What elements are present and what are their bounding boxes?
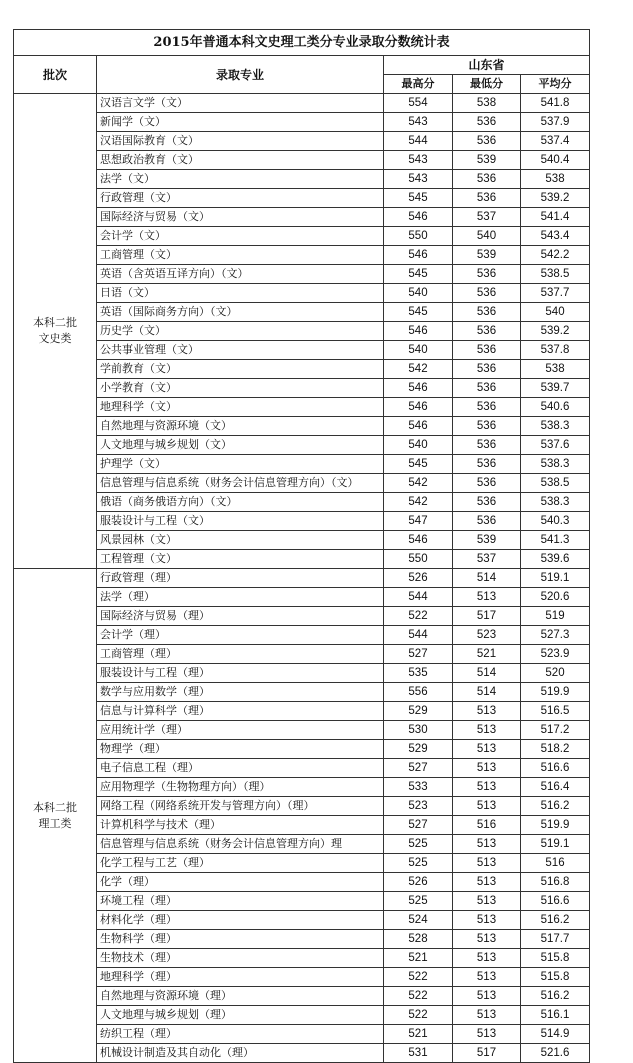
max-score-cell: 530 [384, 721, 453, 740]
min-score-cell: 536 [453, 170, 521, 189]
min-score-cell: 536 [453, 417, 521, 436]
min-score-cell: 514 [453, 683, 521, 702]
avg-score-cell: 540.3 [521, 512, 590, 531]
header-min-score: 最低分 [453, 75, 521, 94]
batch-cell [14, 569, 97, 1063]
table-row [14, 569, 590, 588]
avg-score-cell: 516.8 [521, 873, 590, 892]
avg-score-cell: 537.8 [521, 341, 590, 360]
avg-score-cell: 537.4 [521, 132, 590, 151]
max-score-cell: 522 [384, 607, 453, 626]
header-max-score: 最高分 [384, 75, 453, 94]
max-score-cell: 522 [384, 1006, 453, 1025]
max-score-cell: 525 [384, 892, 453, 911]
batch-label-line2: 理工类 [38, 816, 72, 830]
min-score-cell: 536 [453, 113, 521, 132]
min-score-cell: 536 [453, 455, 521, 474]
min-score-cell: 539 [453, 531, 521, 550]
batch-cell [14, 94, 97, 569]
max-score-cell: 544 [384, 132, 453, 151]
table-row [14, 759, 590, 778]
max-score-cell: 525 [384, 854, 453, 873]
min-score-cell: 536 [453, 303, 521, 322]
avg-score-cell: 537.6 [521, 436, 590, 455]
avg-score-cell: 538.5 [521, 265, 590, 284]
major-cell: 信息管理与信息系统（财务会计信息管理方向）理 [97, 835, 384, 854]
min-score-cell: 536 [453, 474, 521, 493]
min-score-cell: 513 [453, 911, 521, 930]
max-score-cell: 554 [384, 94, 453, 113]
avg-score-cell: 539.7 [521, 379, 590, 398]
min-score-cell: 539 [453, 246, 521, 265]
min-score-cell: 517 [453, 607, 521, 626]
min-score-cell: 513 [453, 797, 521, 816]
major-cell: 新闻学（文） [97, 113, 384, 132]
major-cell: 环境工程（理） [97, 892, 384, 911]
min-score-cell: 516 [453, 816, 521, 835]
min-score-cell: 536 [453, 398, 521, 417]
major-cell: 服装设计与工程（理） [97, 664, 384, 683]
avg-score-cell: 541.4 [521, 208, 590, 227]
table-row [14, 531, 590, 550]
min-score-cell: 536 [453, 322, 521, 341]
avg-score-cell: 538 [521, 360, 590, 379]
major-cell: 小学教育（文） [97, 379, 384, 398]
table-row [14, 379, 590, 398]
major-cell: 应用物理学（生物物理方向）（理） [97, 778, 384, 797]
avg-score-cell: 540.4 [521, 151, 590, 170]
max-score-cell: 540 [384, 436, 453, 455]
min-score-cell: 513 [453, 873, 521, 892]
avg-score-cell: 516.6 [521, 759, 590, 778]
max-score-cell: 527 [384, 759, 453, 778]
major-cell: 工商管理（文） [97, 246, 384, 265]
avg-score-cell: 516.2 [521, 911, 590, 930]
batch-label-line2: 文史类 [38, 332, 72, 345]
table-row [14, 398, 590, 417]
max-score-cell: 528 [384, 930, 453, 949]
min-score-cell: 514 [453, 569, 521, 588]
max-score-cell: 544 [384, 626, 453, 645]
score-table-sheet [13, 29, 589, 1063]
min-score-cell: 537 [453, 550, 521, 569]
max-score-cell: 526 [384, 569, 453, 588]
max-score-cell: 540 [384, 284, 453, 303]
avg-score-cell: 519 [521, 607, 590, 626]
header-avg-score: 平均分 [521, 75, 590, 94]
max-score-cell: 522 [384, 968, 453, 987]
avg-score-cell: 538.5 [521, 474, 590, 493]
avg-score-cell: 518.2 [521, 740, 590, 759]
max-score-cell: 543 [384, 151, 453, 170]
avg-score-cell: 523.9 [521, 645, 590, 664]
min-score-cell: 513 [453, 721, 521, 740]
major-cell: 地理科学（理） [97, 968, 384, 987]
table-row [14, 816, 590, 835]
table-row [14, 246, 590, 265]
major-cell: 汉语国际教育（文） [97, 132, 384, 151]
major-cell: 服装设计与工程（文） [97, 512, 384, 531]
table-row [14, 455, 590, 474]
avg-score-cell: 537.7 [521, 284, 590, 303]
avg-score-cell: 516.2 [521, 987, 590, 1006]
major-cell: 风景园林（文） [97, 531, 384, 550]
avg-score-cell: 519.9 [521, 816, 590, 835]
avg-score-cell: 538.3 [521, 455, 590, 474]
table-row [14, 1044, 590, 1063]
min-score-cell: 513 [453, 588, 521, 607]
table-row [14, 721, 590, 740]
major-cell: 国际经济与贸易（文） [97, 208, 384, 227]
avg-score-cell: 519.1 [521, 569, 590, 588]
admission-score-table [13, 29, 590, 1063]
avg-score-cell: 543.4 [521, 227, 590, 246]
max-score-cell: 540 [384, 341, 453, 360]
avg-score-cell: 540 [521, 303, 590, 322]
header-major: 录取专业 [97, 56, 384, 94]
max-score-cell: 546 [384, 398, 453, 417]
min-score-cell: 537 [453, 208, 521, 227]
max-score-cell: 556 [384, 683, 453, 702]
max-score-cell: 523 [384, 797, 453, 816]
avg-score-cell: 537.9 [521, 113, 590, 132]
max-score-cell: 543 [384, 170, 453, 189]
min-score-cell: 513 [453, 854, 521, 873]
avg-score-cell: 519.1 [521, 835, 590, 854]
min-score-cell: 513 [453, 892, 521, 911]
major-cell: 法学（文） [97, 170, 384, 189]
max-score-cell: 527 [384, 816, 453, 835]
major-cell: 自然地理与资源环境（文） [97, 417, 384, 436]
avg-score-cell: 540.6 [521, 398, 590, 417]
major-cell: 英语（含英语互译方向）（文） [97, 265, 384, 284]
min-score-cell: 536 [453, 360, 521, 379]
table-row [14, 702, 590, 721]
table-row [14, 892, 590, 911]
max-score-cell: 526 [384, 873, 453, 892]
table-row [14, 664, 590, 683]
min-score-cell: 536 [453, 265, 521, 284]
table-row [14, 436, 590, 455]
batch-label-line1: 本科二批 [33, 800, 77, 814]
max-score-cell: 543 [384, 113, 453, 132]
table-row [14, 265, 590, 284]
max-score-cell: 535 [384, 664, 453, 683]
table-row [14, 854, 590, 873]
table-row [14, 949, 590, 968]
table-row [14, 493, 590, 512]
table-row [14, 645, 590, 664]
table-row [14, 550, 590, 569]
table-row [14, 341, 590, 360]
major-cell: 行政管理（理） [97, 569, 384, 588]
table-row [14, 417, 590, 436]
min-score-cell: 513 [453, 1006, 521, 1025]
table-row [14, 835, 590, 854]
table-row [14, 474, 590, 493]
avg-score-cell: 516.5 [521, 702, 590, 721]
max-score-cell: 550 [384, 227, 453, 246]
max-score-cell: 527 [384, 645, 453, 664]
max-score-cell: 542 [384, 360, 453, 379]
min-score-cell: 513 [453, 740, 521, 759]
max-score-cell: 544 [384, 588, 453, 607]
min-score-cell: 517 [453, 1044, 521, 1063]
min-score-cell: 513 [453, 930, 521, 949]
major-cell: 材料化学（理） [97, 911, 384, 930]
table-row [14, 132, 590, 151]
max-score-cell: 542 [384, 493, 453, 512]
max-score-cell: 533 [384, 778, 453, 797]
max-score-cell: 546 [384, 208, 453, 227]
avg-score-cell: 539.2 [521, 322, 590, 341]
avg-score-cell: 542.2 [521, 246, 590, 265]
avg-score-cell: 516.2 [521, 797, 590, 816]
max-score-cell: 547 [384, 512, 453, 531]
min-score-cell: 513 [453, 835, 521, 854]
header-batch: 批次 [14, 56, 97, 94]
header-province: 山东省 [384, 56, 590, 75]
min-score-cell: 513 [453, 778, 521, 797]
max-score-cell: 524 [384, 911, 453, 930]
min-score-cell: 536 [453, 379, 521, 398]
max-score-cell: 521 [384, 949, 453, 968]
avg-score-cell: 516.6 [521, 892, 590, 911]
table-row [14, 360, 590, 379]
min-score-cell: 540 [453, 227, 521, 246]
min-score-cell: 521 [453, 645, 521, 664]
min-score-cell: 523 [453, 626, 521, 645]
major-cell: 行政管理（文） [97, 189, 384, 208]
min-score-cell: 536 [453, 493, 521, 512]
table-row [14, 740, 590, 759]
avg-score-cell: 516 [521, 854, 590, 873]
major-cell: 化学（理） [97, 873, 384, 892]
major-cell: 生物技术（理） [97, 949, 384, 968]
avg-score-cell: 515.8 [521, 949, 590, 968]
major-cell: 信息管理与信息系统（财务会计信息管理方向）（文） [97, 474, 384, 493]
max-score-cell: 522 [384, 987, 453, 1006]
avg-score-cell: 539.6 [521, 550, 590, 569]
max-score-cell: 545 [384, 265, 453, 284]
major-cell: 自然地理与资源环境（理） [97, 987, 384, 1006]
table-row [14, 113, 590, 132]
major-cell: 生物科学（理） [97, 930, 384, 949]
table-row [14, 778, 590, 797]
max-score-cell: 545 [384, 189, 453, 208]
table-row [14, 683, 590, 702]
table-row [14, 208, 590, 227]
avg-score-cell: 516.1 [521, 1006, 590, 1025]
table-row [14, 797, 590, 816]
major-cell: 数学与应用数学（理） [97, 683, 384, 702]
table-row [14, 987, 590, 1006]
max-score-cell: 546 [384, 322, 453, 341]
max-score-cell: 550 [384, 550, 453, 569]
avg-score-cell: 538.3 [521, 417, 590, 436]
major-cell: 历史学（文） [97, 322, 384, 341]
min-score-cell: 513 [453, 968, 521, 987]
max-score-cell: 546 [384, 417, 453, 436]
table-row [14, 94, 590, 113]
avg-score-cell: 519.9 [521, 683, 590, 702]
max-score-cell: 546 [384, 246, 453, 265]
major-cell: 日语（文） [97, 284, 384, 303]
major-cell: 会计学（文） [97, 227, 384, 246]
major-cell: 网络工程（网络系统开发与管理方向）（理） [97, 797, 384, 816]
major-cell: 工程管理（文） [97, 550, 384, 569]
major-cell: 纺织工程（理） [97, 1025, 384, 1044]
major-cell: 英语（国际商务方向）（文） [97, 303, 384, 322]
table-title: 2015年普通本科文史理工类分专业录取分数统计表 [14, 30, 590, 56]
min-score-cell: 513 [453, 987, 521, 1006]
avg-score-cell: 516.4 [521, 778, 590, 797]
major-cell: 物理学（理） [97, 740, 384, 759]
major-cell: 电子信息工程（理） [97, 759, 384, 778]
major-cell: 机械设计制造及其自动化（理） [97, 1044, 384, 1063]
major-cell: 俄语（商务俄语方向）（文） [97, 493, 384, 512]
table-row [14, 968, 590, 987]
min-score-cell: 514 [453, 664, 521, 683]
major-cell: 汉语言文学（文） [97, 94, 384, 113]
max-score-cell: 545 [384, 455, 453, 474]
table-row [14, 227, 590, 246]
min-score-cell: 513 [453, 949, 521, 968]
major-cell: 化学工程与工艺（理） [97, 854, 384, 873]
min-score-cell: 513 [453, 702, 521, 721]
table-row [14, 588, 590, 607]
table-row [14, 284, 590, 303]
major-cell: 国际经济与贸易（理） [97, 607, 384, 626]
major-cell: 学前教育（文） [97, 360, 384, 379]
table-row [14, 911, 590, 930]
avg-score-cell: 515.8 [521, 968, 590, 987]
min-score-cell: 536 [453, 132, 521, 151]
min-score-cell: 539 [453, 151, 521, 170]
major-cell: 护理学（文） [97, 455, 384, 474]
avg-score-cell: 541.8 [521, 94, 590, 113]
table-row [14, 512, 590, 531]
max-score-cell: 529 [384, 702, 453, 721]
avg-score-cell: 541.3 [521, 531, 590, 550]
table-row [14, 607, 590, 626]
table-body [14, 94, 590, 1063]
major-cell: 法学（理） [97, 588, 384, 607]
max-score-cell: 546 [384, 531, 453, 550]
min-score-cell: 536 [453, 284, 521, 303]
major-cell: 工商管理（理） [97, 645, 384, 664]
min-score-cell: 536 [453, 189, 521, 208]
min-score-cell: 536 [453, 341, 521, 360]
major-cell: 会计学（理） [97, 626, 384, 645]
major-cell: 人文地理与城乡规划（理） [97, 1006, 384, 1025]
min-score-cell: 538 [453, 94, 521, 113]
table-row [14, 151, 590, 170]
table-row [14, 626, 590, 645]
max-score-cell: 529 [384, 740, 453, 759]
table-row [14, 1025, 590, 1044]
min-score-cell: 513 [453, 759, 521, 778]
avg-score-cell: 520 [521, 664, 590, 683]
major-cell: 地理科学（文） [97, 398, 384, 417]
major-cell: 公共事业管理（文） [97, 341, 384, 360]
avg-score-cell: 520.6 [521, 588, 590, 607]
avg-score-cell: 517.7 [521, 930, 590, 949]
min-score-cell: 536 [453, 512, 521, 531]
table-row [14, 170, 590, 189]
major-cell: 人文地理与城乡规划（文） [97, 436, 384, 455]
min-score-cell: 536 [453, 436, 521, 455]
min-score-cell: 513 [453, 1025, 521, 1044]
avg-score-cell: 517.2 [521, 721, 590, 740]
max-score-cell: 525 [384, 835, 453, 854]
major-cell: 计算机科学与技术（理） [97, 816, 384, 835]
avg-score-cell: 538.3 [521, 493, 590, 512]
table-row [14, 303, 590, 322]
avg-score-cell: 514.9 [521, 1025, 590, 1044]
major-cell: 信息与计算科学（理） [97, 702, 384, 721]
avg-score-cell: 521.6 [521, 1044, 590, 1063]
max-score-cell: 545 [384, 303, 453, 322]
table-row [14, 930, 590, 949]
major-cell: 思想政治教育（文） [97, 151, 384, 170]
avg-score-cell: 539.2 [521, 189, 590, 208]
table-row [14, 1006, 590, 1025]
table-row [14, 873, 590, 892]
max-score-cell: 542 [384, 474, 453, 493]
table-row [14, 189, 590, 208]
avg-score-cell: 527.3 [521, 626, 590, 645]
batch-label-line1: 本科二批 [33, 316, 77, 329]
max-score-cell: 521 [384, 1025, 453, 1044]
table-row [14, 322, 590, 341]
max-score-cell: 546 [384, 379, 453, 398]
avg-score-cell: 538 [521, 170, 590, 189]
max-score-cell: 531 [384, 1044, 453, 1063]
major-cell: 应用统计学（理） [97, 721, 384, 740]
